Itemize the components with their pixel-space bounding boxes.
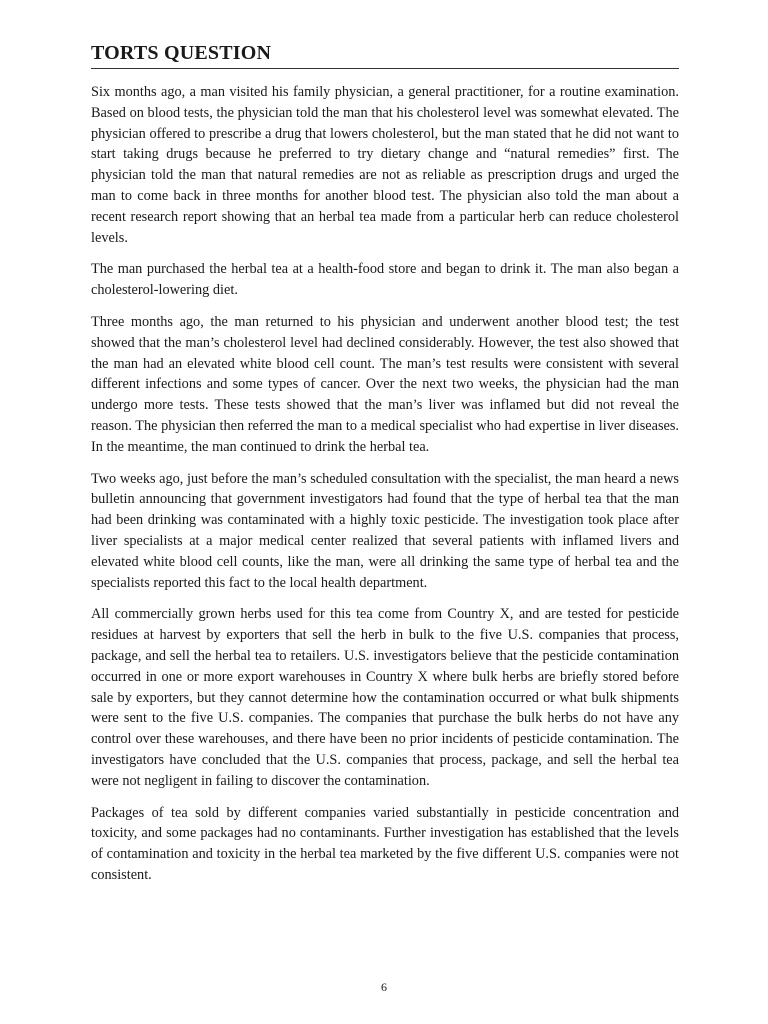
paragraph-3: Three months ago, the man returned to his physician and underwent another blood test; the test showed that the man’s cholesterol level had declined considerably. However, the test also showed that the man had an elevated white blood cell count. The man’s test results were consistent with several different infections and some types of cancer. Over the next two weeks, the physician had the man undergo more tests. These tests showed that the man’s liver was inflamed but did not reveal the reason. The physician then referred the man to a medical specialist who had expertise in liver diseases. In the meantime, the man continued to drink the herbal tea. xyxy=(91,313,679,455)
document-page xyxy=(91,40,679,886)
paragraph-1: Six months ago, a man visited his family physician, a general practitioner, for a routine examination. Based on blood tests, the physician told the man that his cholesterol level was somewhat elevated. The physician offered to prescribe a drug that lowers cholesterol, but the man stated that he did not want to start taking drugs because he preferred to try dietary change and “natural remedies” first. The physician told the man that natural remedies are not as reliable as prescription drugs and urged the man to come back in three months for another blood test. The physician also told the man about a recent research report showing that an herbal tea made from a particular herb can reduce cholesterol levels. xyxy=(91,84,679,246)
paragraph-5: All commercially grown herbs used for this tea come from Country X, and are tested for pesticide residues at harvest by exporters that sell the herb in bulk to the five U.S. companies that process, package, and sell the herbal tea to retailers. U.S. investigators believe that the pesticide contamination occurred in one or more export warehouses in Country X where bulk herbs are briefly stored before sale by exporters, but they cannot determine how the contamination occurred or what bulk shipments were sent to the five U.S. companies. The companies that purchase the bulk herbs do not have any control over these warehouses, and there have been no prior incidents of pesticide contamination. The investigators have concluded that the U.S. companies that process, package, and sell the herbal tea were not negligent in failing to discover the contamination. xyxy=(91,606,679,789)
page-number: 6 xyxy=(381,980,387,994)
paragraph-4: Two weeks ago, just before the man’s scheduled consultation with the specialist, the man heard a news bulletin announcing that government investigators had found that the type of herbal tea that the man had been drinking was contaminated with a highly toxic pesticide. The investigation took place after liver specialists at a major medical center realized that several patients with inflamed livers and elevated white blood cell counts, like the man, were all drinking the same type of herbal tea and the specialists reported this fact to the local health department. xyxy=(91,470,679,591)
page-title: TORTS QUESTION xyxy=(91,40,679,69)
paragraph-2: The man purchased the herbal tea at a health-food store and began to drink it. The man also began a cholesterol-lowering diet. xyxy=(91,261,679,299)
paragraph-6: Packages of tea sold by different companies varied substantially in pesticide concentration and toxicity, and some packages had no contaminants. Further investigation has established that the levels of contamination and toxicity in the herbal tea marketed by the five different U.S. companies were not consistent. xyxy=(91,804,679,883)
